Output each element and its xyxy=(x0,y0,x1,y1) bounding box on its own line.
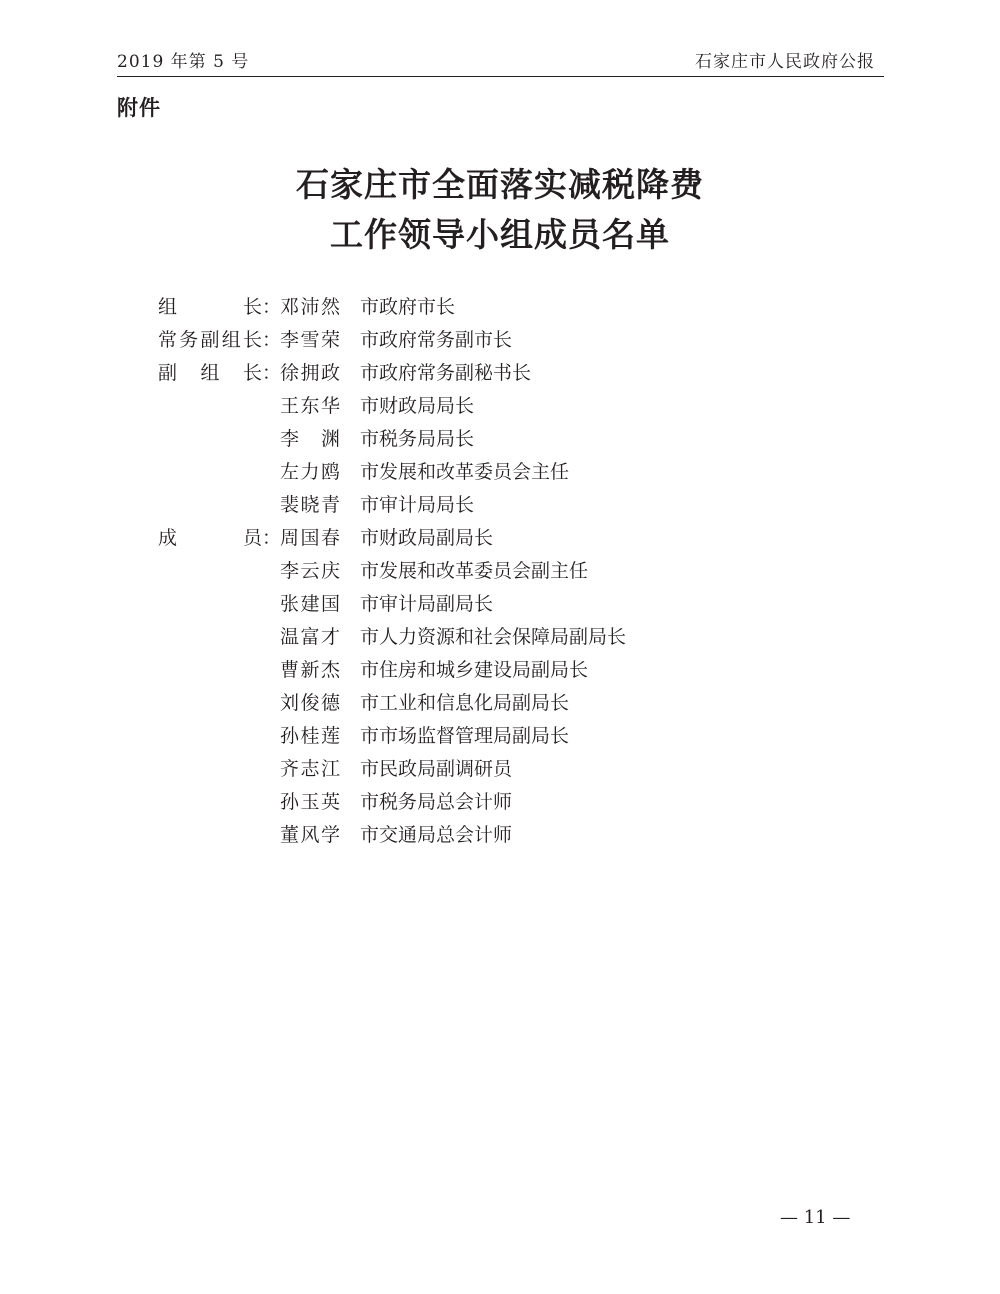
role-colon: ： xyxy=(262,362,282,384)
member-position: 市工业和信息化局副局长 xyxy=(360,692,570,714)
name-char: 雪 xyxy=(300,329,320,351)
member-position: 市财政局副局长 xyxy=(360,527,494,549)
name-char: 温 xyxy=(280,626,300,648)
role-char: 组 xyxy=(200,362,220,384)
role-char: 常 xyxy=(158,329,178,351)
name-char: 鸥 xyxy=(320,461,340,483)
member-name xyxy=(280,786,340,819)
name-char: 志 xyxy=(300,758,320,780)
name-char: 云 xyxy=(300,560,320,582)
member-name xyxy=(280,621,340,654)
member-position: 市住房和城乡建设局副局长 xyxy=(360,659,589,681)
name-char: 建 xyxy=(300,593,320,615)
member-name xyxy=(280,390,340,423)
header-divider xyxy=(117,76,884,77)
name-char: 华 xyxy=(320,395,340,417)
document-title-line-2: 工作领导小组成员名单 xyxy=(330,215,670,254)
name-char: 邓 xyxy=(280,296,300,318)
name-char: 新 xyxy=(300,659,320,681)
member-name xyxy=(280,753,340,786)
member-name xyxy=(280,456,340,489)
name-char: 孙 xyxy=(280,725,300,747)
attachment-label: 附件 xyxy=(117,96,161,120)
role-char: 组 xyxy=(221,329,241,351)
name-char: 青 xyxy=(320,494,340,516)
name-char: 王 xyxy=(280,395,300,417)
role-char: 成 xyxy=(158,527,178,549)
member-position: 市交通局总会计师 xyxy=(360,824,513,846)
member-role xyxy=(158,291,262,324)
name-char: 英 xyxy=(320,791,340,813)
name-char: 俊 xyxy=(300,692,320,714)
member-role xyxy=(158,522,262,555)
member-name xyxy=(280,291,340,324)
page-number: — 11 — xyxy=(780,1207,851,1228)
member-position: 市审计局副局长 xyxy=(360,593,494,615)
name-char: 莲 xyxy=(320,725,340,747)
name-char: 齐 xyxy=(280,758,300,780)
role-char: 副 xyxy=(158,362,178,384)
role-char: 长 xyxy=(242,362,262,384)
name-char: 晓 xyxy=(300,494,320,516)
member-position: 市税务局总会计师 xyxy=(360,791,513,813)
member-position: 市政府常务副秘书长 xyxy=(360,362,532,384)
name-char: 荣 xyxy=(320,329,340,351)
member-role xyxy=(158,324,262,357)
member-role xyxy=(158,357,262,390)
name-char: 裴 xyxy=(280,494,300,516)
name-char: 董 xyxy=(280,824,300,846)
role-char: 务 xyxy=(179,329,199,351)
member-position: 市审计局局长 xyxy=(360,494,475,516)
name-char: 江 xyxy=(320,758,340,780)
member-position: 市财政局局长 xyxy=(360,395,475,417)
role-char: 长 xyxy=(242,296,262,318)
member-name xyxy=(280,654,340,687)
name-char: 玉 xyxy=(300,791,320,813)
member-name xyxy=(280,324,340,357)
name-char: 力 xyxy=(300,461,320,483)
member-position: 市税务局局长 xyxy=(360,428,475,450)
name-char: 刘 xyxy=(280,692,300,714)
member-name xyxy=(280,423,340,456)
member-position: 市市场监督管理局副局长 xyxy=(360,725,570,747)
name-char: 庆 xyxy=(320,560,340,582)
member-name xyxy=(280,687,340,720)
name-char: 孙 xyxy=(280,791,300,813)
name-char: 渊 xyxy=(320,428,340,450)
name-char: 东 xyxy=(300,395,320,417)
name-char: 李 xyxy=(280,329,300,351)
role-colon: ： xyxy=(262,296,282,318)
name-char: 桂 xyxy=(300,725,320,747)
member-position: 市人力资源和社会保障局副局长 xyxy=(360,626,627,648)
name-char: 杰 xyxy=(320,659,340,681)
name-char: 拥 xyxy=(300,362,320,384)
name-char: 学 xyxy=(320,824,340,846)
role-char: 组 xyxy=(158,296,178,318)
role-char: 长 xyxy=(242,329,262,351)
member-position: 市政府市长 xyxy=(360,296,456,318)
name-char: 沛 xyxy=(300,296,320,318)
member-position: 市发展和改革委员会副主任 xyxy=(360,560,589,582)
name-char: 曹 xyxy=(280,659,300,681)
member-name xyxy=(280,555,340,588)
name-char: 春 xyxy=(320,527,340,549)
member-position: 市政府常务副市长 xyxy=(360,329,513,351)
name-char: 才 xyxy=(320,626,340,648)
name-char: 政 xyxy=(320,362,340,384)
name-char: 国 xyxy=(300,527,320,549)
header-publication-name: 石家庄市人民政府公报 xyxy=(695,52,875,72)
name-char: 富 xyxy=(300,626,320,648)
member-name xyxy=(280,489,340,522)
name-char: 然 xyxy=(320,296,340,318)
member-name xyxy=(280,522,340,555)
member-name xyxy=(280,357,340,390)
name-char: 德 xyxy=(320,692,340,714)
name-char: 李 xyxy=(280,560,300,582)
name-char: 李 xyxy=(280,428,300,450)
name-char: 左 xyxy=(280,461,300,483)
name-char: 周 xyxy=(280,527,300,549)
name-char: 张 xyxy=(280,593,300,615)
name-char: 国 xyxy=(320,593,340,615)
member-position: 市民政局副调研员 xyxy=(360,758,513,780)
name-char: 徐 xyxy=(280,362,300,384)
member-name xyxy=(280,588,340,621)
role-char: 副 xyxy=(200,329,220,351)
role-char: 员 xyxy=(242,527,262,549)
member-name xyxy=(280,720,340,753)
member-name xyxy=(280,819,340,852)
role-colon: ： xyxy=(262,329,282,351)
document-title-line-1: 石家庄市全面落实减税降费 xyxy=(296,165,704,204)
name-char: 风 xyxy=(300,824,320,846)
header-issue: 2019 年第 5 号 xyxy=(117,52,250,72)
role-colon: ： xyxy=(262,527,282,549)
member-position: 市发展和改革委员会主任 xyxy=(360,461,570,483)
